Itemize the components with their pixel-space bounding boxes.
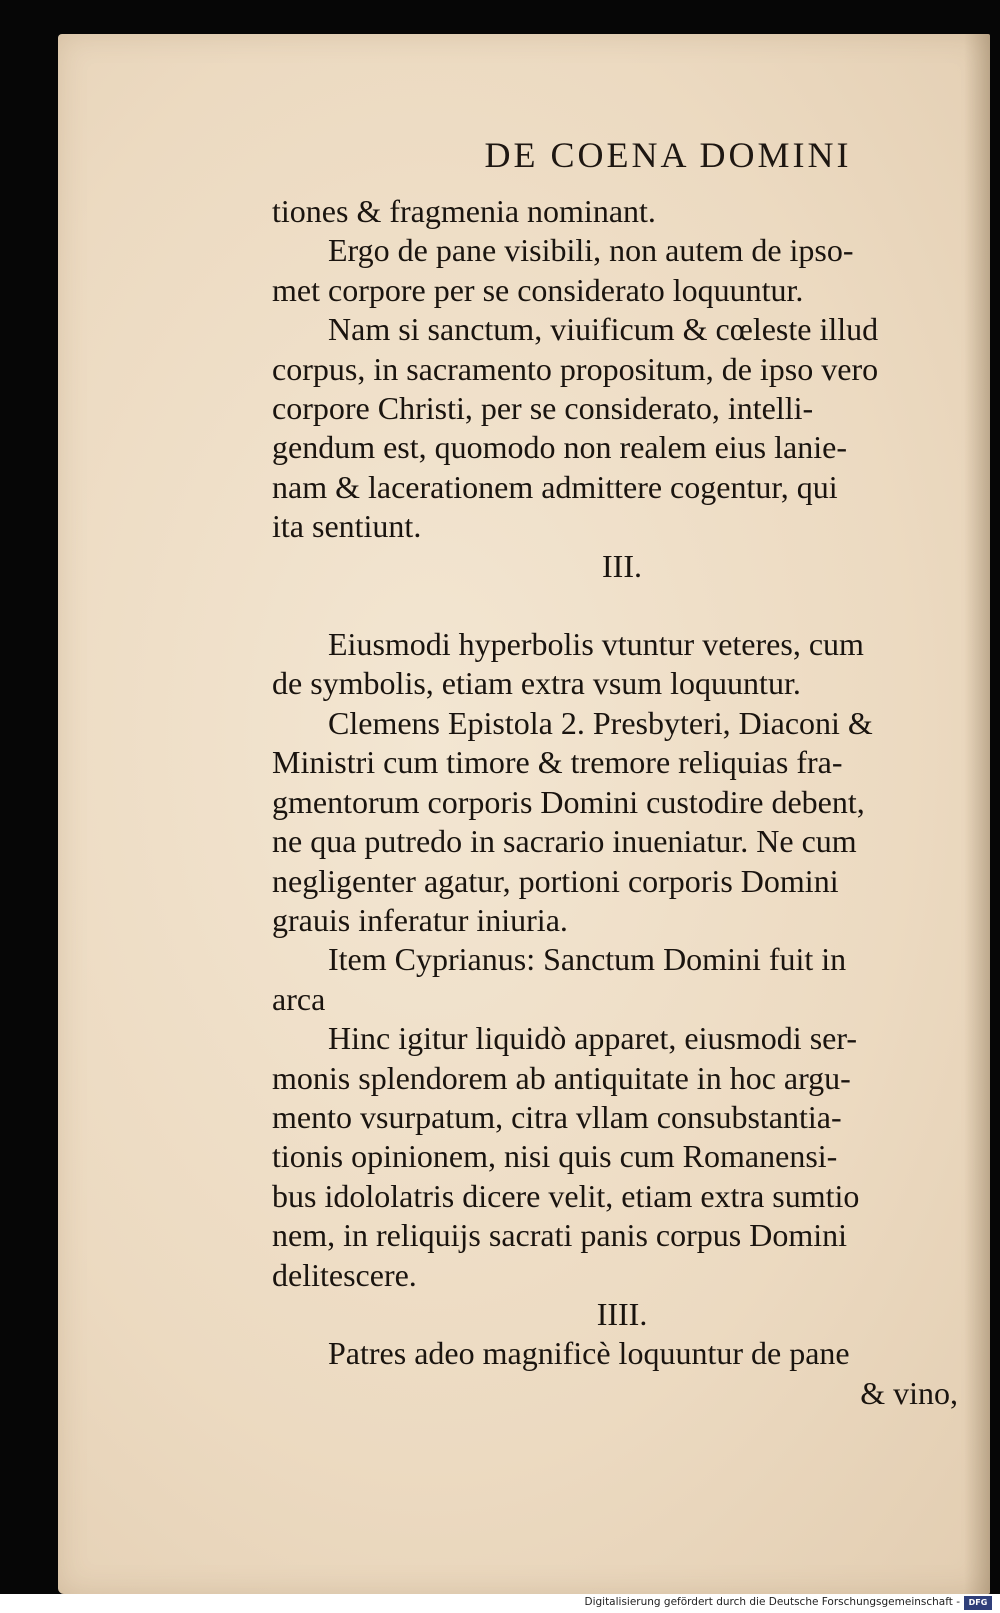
text-line: Patres adeo magnificè loquuntur de pane [328,1335,850,1372]
text-line [272,586,972,625]
text-line: Eiusmodi hyperbolis vtuntur veteres, cum [328,626,864,663]
text-line: tionis opinionem, nisi quis cum Romanensi- [272,1138,838,1175]
text-line: arca [272,980,326,1017]
text-line: ne qua putredo in sacrario inueniatur. Ne cum [272,823,857,860]
footer-bar [0,1594,1000,1613]
section-number: IIII. [596,1295,648,1332]
text-line: met corpore per se considerato loquuntur. [272,271,804,308]
book-page [58,34,990,1594]
dfg-logo: DFG [964,1596,992,1610]
text-line: Hinc igitur liquidò apparet, eiusmodi ser- [328,1020,858,1057]
text-line: bus idololatris dicere velit, etiam extra sumtio [272,1177,860,1214]
text-line: Ergo de pane visibili, non autem de ipso- [328,232,854,269]
text-line: Ministri cum timore & tremore reliquias fra- [272,744,843,781]
footer-credit: Digitalisierung gefördert durch die Deutsche Forschungsgemeinschaft - [584,1596,960,1608]
text-line: monis splendorem ab antiquitate in hoc argu- [272,1059,851,1096]
text-line: nam & lacerationem admittere cogentur, qui [272,468,838,505]
running-header: DE COENA DOMINI [484,135,852,175]
text-line: nem, in reliquijs sacrati panis corpus Domini [272,1217,847,1254]
text-line: grauis inferatur iniuria. [272,901,568,938]
text-line: corpus, in sacramento propositum, de ipso vero [272,350,879,387]
text-line: mento vsurpatum, citra vllam consubstantia- [272,1098,842,1135]
section-number: III. [602,547,642,584]
text-line: Nam si sanctum, viuificum & cœleste illud [328,311,879,348]
text-line: ita sentiunt. [272,508,422,545]
text-line: tiones & fragmenia nominant. [272,193,656,229]
body-text [272,192,972,1413]
text-line: gmentorum corporis Domini custodire debent, [272,783,865,820]
text-line: & vino, [860,1374,958,1411]
text-line: gendum est, quomodo non realem eius lanie- [272,429,847,466]
text-line: delitescere. [272,1256,417,1293]
text-line: Item Cyprianus: Sanctum Domini fuit in [328,941,847,978]
text-line: corpore Christi, per se considerato, intelli- [272,390,814,427]
text-line: negligenter agatur, portioni corporis Domini [272,862,839,899]
text-line: de symbolis, etiam extra vsum loquuntur. [272,665,801,702]
text-line: Clemens Epistola 2. Presbyteri, Diaconi & [328,704,873,741]
